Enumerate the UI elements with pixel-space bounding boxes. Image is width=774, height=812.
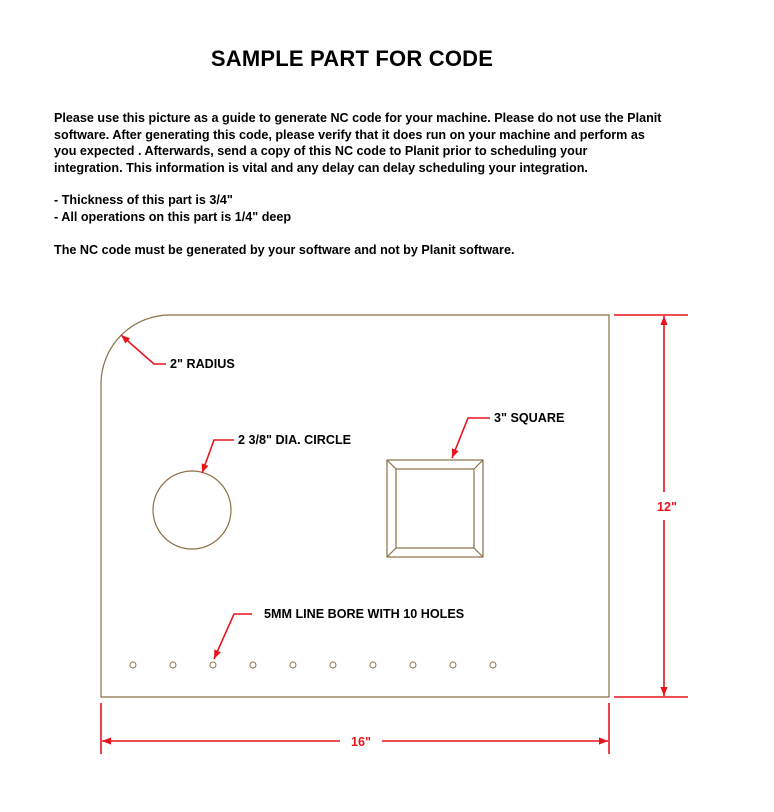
bore-hole xyxy=(450,662,456,668)
bore-hole xyxy=(410,662,416,668)
radius-label: 2" RADIUS xyxy=(170,357,235,371)
circle-cutout xyxy=(153,471,231,549)
line-bore-label: 5MM LINE BORE WITH 10 HOLES xyxy=(264,607,465,621)
bore-hole xyxy=(490,662,496,668)
line-bore-holes xyxy=(130,662,496,668)
instructions-line: Please use this picture as a guide to generate NC code for your machine. Please do not use the Planit xyxy=(54,111,662,125)
instructions-line: you expected . Afterwards, send a copy of this NC code to Planit prior to scheduling your xyxy=(54,144,588,158)
bore-hole xyxy=(210,662,216,668)
page-title: SAMPLE PART FOR CODE xyxy=(210,46,494,71)
square-leader-arrow xyxy=(452,418,490,458)
bore-hole xyxy=(130,662,136,668)
radius-leader-arrow xyxy=(121,335,166,364)
circle-label: 2 3/8" DIA. CIRCLE xyxy=(238,433,352,447)
footer-line: The NC code must be generated by your software and not by Planit software. xyxy=(54,243,515,257)
bore-hole xyxy=(370,662,376,668)
bore-hole xyxy=(330,662,336,668)
square-pocket xyxy=(387,460,483,557)
bore-hole xyxy=(290,662,296,668)
line-bore-leader-arrow xyxy=(214,614,252,659)
square-label: 3" SQUARE xyxy=(494,411,565,425)
circle-leader-arrow xyxy=(202,440,234,473)
height-dimension-label: 12" xyxy=(657,500,677,514)
bore-hole xyxy=(250,662,256,668)
depth-spec: - All operations on this part is 1/4" deep xyxy=(54,209,292,224)
thickness-spec: - Thickness of this part is 3/4" xyxy=(54,193,233,207)
bore-hole xyxy=(170,662,176,668)
width-dimension-label: 16" xyxy=(351,735,371,749)
instructions-line: integration. This information is vital and any delay can delay scheduling your integration. xyxy=(54,160,588,175)
instructions-line: software. After generating this code, please verify that it does run on your machine and perform as xyxy=(54,127,645,142)
part-outline xyxy=(101,315,609,697)
